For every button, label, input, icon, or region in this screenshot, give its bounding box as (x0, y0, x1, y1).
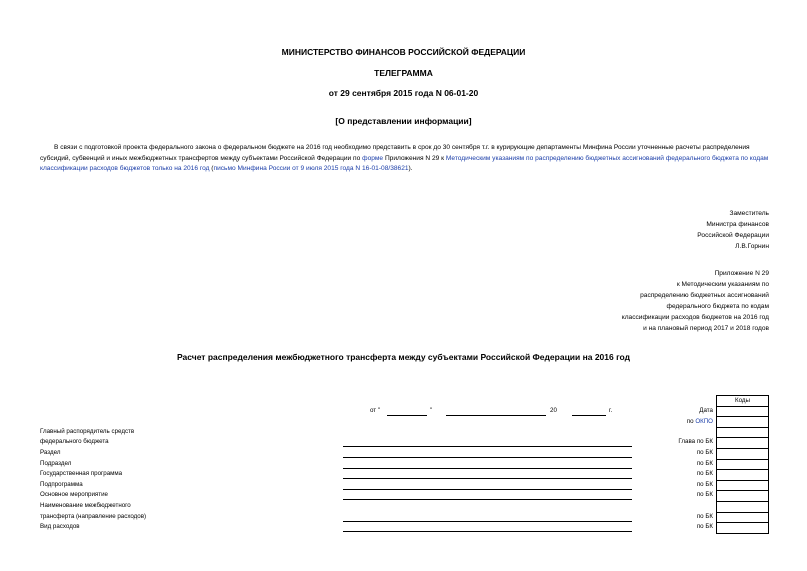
date-year-suffix: г. (609, 407, 613, 414)
signature-line: Заместитель (729, 210, 769, 217)
expense-type-label: Вид расходов (40, 523, 80, 530)
program-label: Государственная программа (40, 470, 123, 477)
date-from-label: от " (370, 407, 381, 414)
date-century-label: 20 (550, 407, 557, 414)
subsection-code-label: по БК (696, 460, 713, 467)
date-quote: " (430, 407, 433, 414)
main-event-label: Основное мероприятие (40, 491, 108, 498)
expense-type-code-label: по БК (696, 523, 713, 530)
main-event-code-label: по БК (696, 491, 713, 498)
transfer-label-2: трансферта (направление расходов) (40, 513, 147, 520)
main-manager-code-label: Глава по БК (678, 438, 713, 445)
code-cell-main-event[interactable] (717, 491, 769, 502)
program-code-label: по БК (696, 470, 713, 477)
transfer-label-1: Наименование межбюджетного (40, 502, 131, 509)
transfer-code-label: по БК (696, 513, 713, 520)
signature-line: Л.В.Горнин (735, 243, 769, 250)
body-text-3: ( (209, 165, 214, 172)
code-cell-blank (717, 501, 769, 512)
document-type: ТЕЛЕГРАММА (374, 68, 433, 78)
code-cell-main-manager[interactable] (717, 438, 769, 449)
document-date-number: от 29 сентября 2015 года N 06-01-20 (328, 88, 479, 98)
subprogram-field[interactable] (343, 489, 632, 490)
ministry-title: МИНИСТЕРСТВО ФИНАНСОВ РОССИЙСКОЙ ФЕДЕРАЦИИ (281, 47, 526, 57)
body-text-4: ). (408, 165, 413, 172)
subsection-label: Подраздел (40, 460, 72, 467)
subprogram-label: Подпрограмма (40, 481, 83, 488)
code-cell-subsection[interactable] (717, 459, 769, 470)
appendix-line: классификации расходов бюджетов на 2016 год (621, 314, 769, 321)
body-paragraph (40, 143, 770, 175)
signature-block (697, 208, 769, 252)
appendix-line: к Методическим указаниям по (676, 281, 769, 288)
body-text-2: Приложения N 29 к (383, 154, 446, 162)
date-month-field[interactable] (446, 415, 546, 416)
codes-header: Коды (717, 396, 769, 407)
okpo-prefix: по (686, 418, 696, 425)
code-cell-subprogram[interactable] (717, 480, 769, 491)
program-field[interactable] (343, 478, 632, 479)
code-cell-date[interactable] (717, 406, 769, 417)
date-day-field[interactable] (387, 415, 427, 416)
subprogram-code-label: по БК (696, 481, 713, 488)
code-cell-transfer[interactable] (717, 512, 769, 523)
code-cell-okpo[interactable] (717, 417, 769, 428)
okpo-link[interactable]: ОКПО (695, 418, 713, 425)
methodical-guidelines-link[interactable]: Методическим указаниям по распределению бюджетных ассигнований федерального бюджета по кодам классификации расходов бюджетов только на 2016 год (40, 154, 769, 172)
section-label: Раздел (40, 449, 61, 456)
main-manager-label-1: Главный распорядитель средств (40, 428, 135, 435)
appendix-line: федерального бюджета по кодам (666, 303, 769, 310)
okpo-label (633, 418, 713, 425)
code-cell-program[interactable] (717, 470, 769, 481)
date-code-label: Дата (699, 407, 713, 414)
form-link[interactable]: форме (362, 154, 384, 162)
signature-line: Министра финансов (706, 221, 769, 228)
form-title: Расчет распределения межбюджетного трансферта между субъектами Российской Федерации на 2016 год (176, 352, 631, 362)
expense-type-field[interactable] (343, 531, 632, 532)
main-event-field[interactable] (343, 499, 632, 500)
section-code-label: по БК (696, 449, 713, 456)
codes-table (716, 395, 769, 534)
main-manager-label-2: федерального бюджета (40, 438, 109, 445)
appendix-line: распределению бюджетных ассигнований (640, 292, 769, 299)
code-cell-expense-type[interactable] (717, 523, 769, 534)
main-manager-field[interactable] (343, 446, 632, 447)
signature-line: Российской Федерации (697, 232, 769, 239)
subsection-field[interactable] (343, 468, 632, 469)
appendix-line: и на плановый период 2017 и 2018 годов (643, 325, 769, 332)
code-cell-section[interactable] (717, 448, 769, 459)
body-text-1: В связи с подготовкой проекта федерального закона о федеральном бюджете на 2016 год необходимо представить в срок до 30 сентября т.г. в курирующие департаменты Минфина России уточненные расчеты распределения субсидий, субвенций и иных межбюджетных трансфертов между субъектами Российской Федерации по (40, 144, 750, 162)
code-cell-blank (717, 427, 769, 438)
appendix-block (622, 268, 769, 334)
section-field[interactable] (343, 457, 632, 458)
appendix-line: Приложение N 29 (714, 270, 769, 277)
transfer-field[interactable] (343, 521, 632, 522)
date-year-field[interactable] (572, 415, 606, 416)
ministry-letter-link[interactable]: письмо Минфина России от 9 июля 2015 года N 16-01-08/38621 (213, 165, 409, 172)
document-subject: [О представлении информации] (335, 116, 472, 126)
